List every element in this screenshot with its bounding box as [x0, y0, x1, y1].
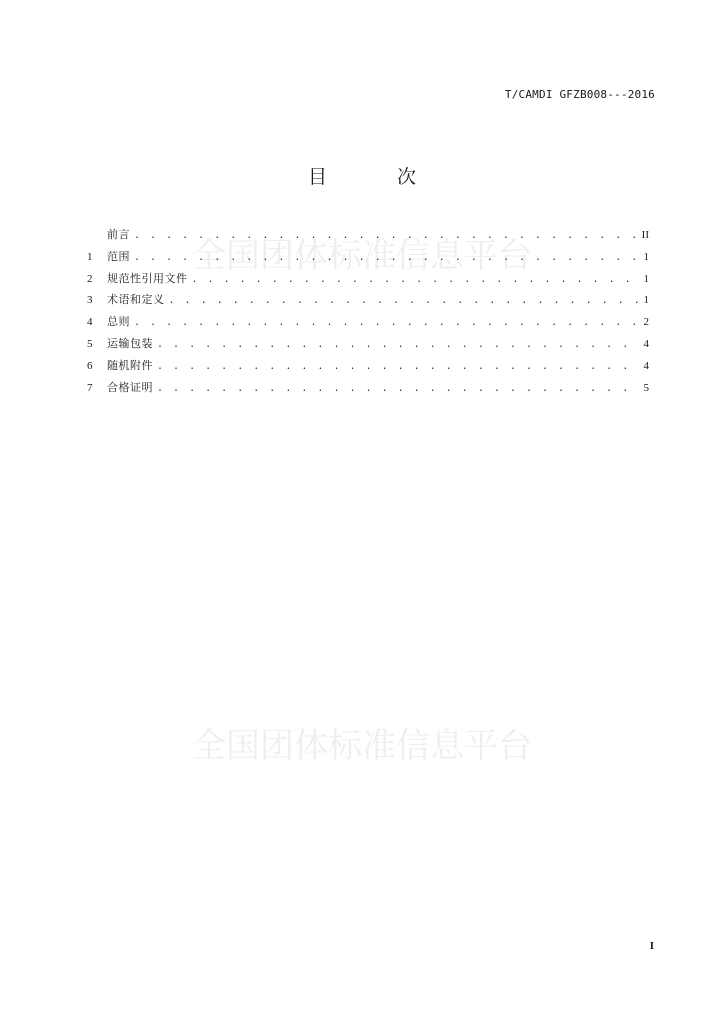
watermark-top: 全国团体标准信息平台 — [192, 236, 532, 276]
toc-entry-number: 1 — [87, 250, 93, 263]
toc-entry-number: 3 — [87, 294, 93, 307]
toc-dot-leader — [134, 247, 640, 269]
toc-entry-preface[interactable] — [87, 224, 649, 246]
toc-dot-leader — [157, 378, 640, 400]
toc-entry-page: 1 — [643, 294, 649, 307]
watermark-middle: 全国团体标准信息平台 — [192, 726, 532, 766]
toc-entry-label: 合格证明 — [107, 380, 153, 394]
toc-entry-number: 2 — [87, 272, 93, 285]
toc-entry-label: 随机附件 — [107, 358, 153, 372]
toc-dot-leader — [134, 312, 640, 334]
toc-dot-leader — [157, 334, 640, 356]
toc-dot-leader — [134, 225, 638, 247]
toc-title: 目 次 — [307, 166, 449, 188]
toc-list — [87, 224, 649, 398]
document-code: T/CAMDI GFZB008---2016 — [504, 88, 655, 101]
toc-entry-label: 规范性引用文件 — [107, 271, 188, 285]
toc-entry-terms-definitions[interactable] — [87, 289, 649, 311]
toc-dot-leader — [157, 356, 640, 378]
toc-entry-number: 5 — [87, 337, 93, 350]
toc-dot-leader — [169, 290, 640, 312]
toc-entry-page: 5 — [643, 381, 649, 394]
toc-entry-normative-references[interactable] — [87, 268, 649, 290]
toc-entry-page: 1 — [643, 250, 649, 263]
toc-entry-label: 范围 — [107, 249, 130, 263]
toc-entry-label: 运输包装 — [107, 336, 153, 350]
toc-entry-scope[interactable] — [87, 246, 649, 268]
toc-entry-number: 6 — [87, 359, 93, 372]
toc-entry-page: 2 — [643, 316, 649, 329]
toc-entry-number: 7 — [87, 381, 93, 394]
toc-entry-number: 4 — [87, 316, 93, 329]
toc-entry-page: 4 — [643, 359, 649, 372]
toc-entry-certificate[interactable] — [87, 377, 649, 399]
toc-entry-label: 术语和定义 — [107, 293, 165, 307]
toc-entry-accessories[interactable] — [87, 355, 649, 377]
toc-entry-label: 总则 — [107, 315, 130, 329]
toc-entry-transport-packaging[interactable] — [87, 333, 649, 355]
toc-entry-page: 4 — [643, 337, 649, 350]
toc-entry-label: 前言 — [107, 228, 130, 241]
toc-entry-page: 1 — [643, 272, 649, 285]
page-number: I — [649, 940, 654, 952]
toc-entry-page: II — [641, 229, 649, 241]
toc-entry-general[interactable] — [87, 311, 649, 333]
toc-dot-leader — [192, 269, 640, 291]
